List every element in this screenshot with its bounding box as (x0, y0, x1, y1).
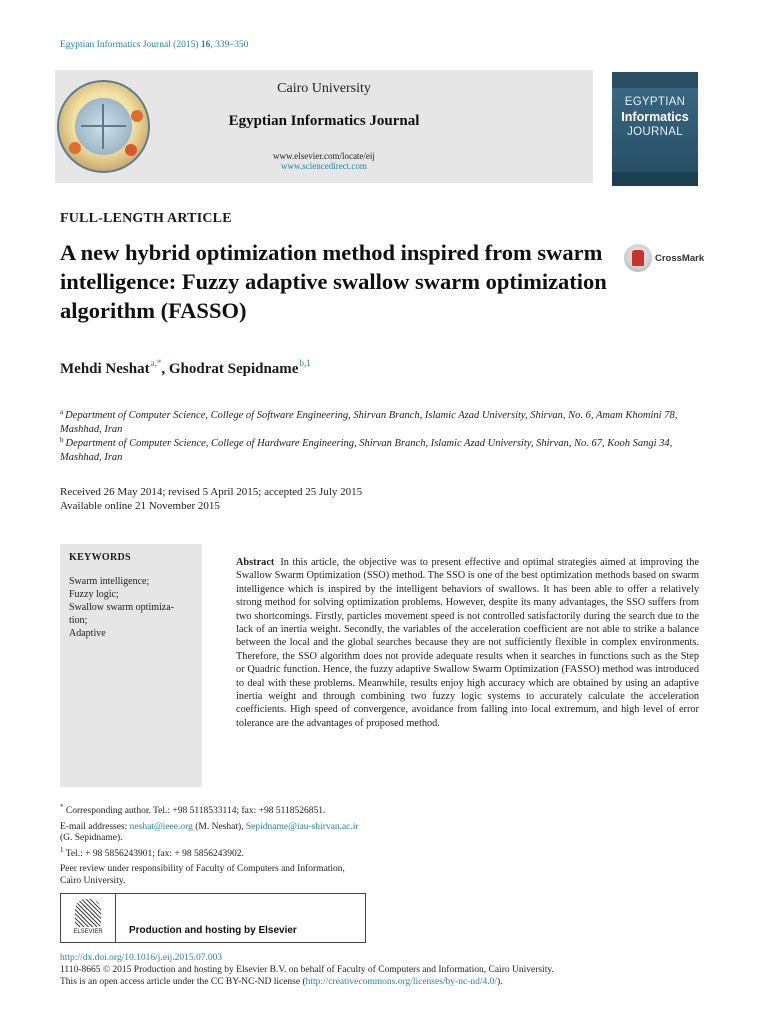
email-link[interactable]: neshat@ieee.org (129, 821, 193, 832)
cover-line-2: Informatics (621, 110, 689, 124)
footnote-text: Tel.: + 98 5856243901; fax: + 98 5856243902. (63, 848, 244, 859)
email-owner: (M. Neshat), (192, 821, 246, 832)
journal-url-link[interactable]: www.elsevier.com/locate/eij (273, 151, 375, 161)
corresponding-author-note (60, 802, 366, 818)
journal-cover-image (612, 72, 698, 186)
sciencedirect-link[interactable]: www.sciencedirect.com (281, 161, 367, 171)
keywords-box (60, 544, 202, 787)
abstract (236, 556, 699, 730)
author-affil-link[interactable]: b,1 (299, 358, 311, 368)
peer-review-note: Peer review under responsibility of Faculty of Computers and Information, Cairo University. (60, 864, 345, 886)
license-line (60, 976, 710, 988)
hosting-text: Production and hosting by Elsevier (129, 925, 297, 936)
article-title: A new hybrid optimization method inspired from swarm intelligence: Fuzzy adaptive swallow swarm optimization algorithm (FASSO) (60, 240, 607, 323)
keyword-item: Swarm intelligence; (69, 576, 150, 587)
doi-link[interactable]: http://dx.doi.org/10.1016/j.eij.2015.07.003 (60, 953, 223, 963)
article-dates (60, 485, 362, 513)
keyword-item: Fuzzy logic; (69, 589, 119, 600)
email-label: E-mail addresses: (60, 821, 130, 832)
article-type: FULL-LENGTH ARTICLE (60, 211, 232, 226)
crossmark-icon (624, 244, 652, 272)
affiliation-text: Department of Computer Science, College of Software Engineering, Shirvan Branch, Islamic Azad University, Shirvan, No. 6, Amam Khomini 78, Mashhad, Iran (60, 410, 678, 435)
elsevier-logo-icon (67, 899, 109, 937)
journal-title: Egyptian Informatics Journal (228, 113, 420, 129)
email-note (60, 822, 366, 861)
affiliation-b (60, 433, 710, 465)
journal-reference[interactable] (60, 40, 248, 50)
footnote-text: Corresponding author. Tel.: +98 5118533114; fax: +98 5118526851. (63, 806, 326, 816)
online-date: Available online 21 November 2015 (60, 500, 220, 512)
affiliation-mark: a (60, 408, 64, 416)
license-link[interactable]: http://creativecommons.org/licenses/by-nc-nd/4.0/ (305, 977, 497, 987)
email-link[interactable]: Sepidname@iau-shirvan.ac.ir (245, 821, 359, 832)
license-prefix: This is an open access article under the CC BY-NC-ND license ( (60, 977, 306, 987)
author-affil-link[interactable]: a,* (150, 358, 162, 368)
bottom-info (60, 952, 710, 988)
affiliation-mark: b (60, 436, 64, 444)
footnotes (60, 802, 366, 892)
license-suffix: ). (497, 977, 503, 987)
affiliation-text: Department of Computer Science, College of Hardware Engineering, Shirvan Branch, Islamic Azad University, Shirvan, No. 67, Kooh Sangi 34, Mashhad, Iran (60, 438, 673, 463)
author-name: Ghodrat Sepidname (168, 361, 299, 377)
keywords-heading: KEYWORDS (69, 552, 131, 563)
author-list (60, 358, 311, 378)
journal-ref-pages: , 339–350 (210, 40, 249, 50)
crossmark-button[interactable] (624, 244, 704, 272)
abstract-label: Abstract (236, 557, 275, 568)
journal-ref-text: Egyptian Informatics Journal (2015) (60, 40, 199, 50)
keyword-item: tion; (69, 615, 88, 626)
abstract-text: In this article, the objective was to present effective and optimal strategies aimed at improving the Swallow Swarm Optimization (SSO) method. The SSO is one of the best optimization methods based on swarm intelligence which is inspired by the intelligent behaviors of swallows. It has been able to offer a relatively strong method for solving optimization problems. However, despite its many advantages, the SSO suffers from two shortcomings. Firstly, particles movement speed is not controlled satisfactorily during the search due to the lack of an inertia weight. Secondly, the variables of the acceleration coefficient are not able to strike a balance between the local and the global searches because they are not sufficiently flexible in complex environments. Therefore, the SSO algorithm does not provide adequate results when it searches in functions such as the Step or Quadric function. Hence, the fuzzy adaptive Swallow Swarm Optimization (FASSO) method was introduced to deal with these problems. Meanwhile, results enjoy high accuracy which are obtained by using an adaptive inertia weight and through combining two fuzzy logic systems to accurately calculate the acceleration coefficients. High speed of convergence, avoidance from falling into local extremum, and high level of error tolerance are the advantages of proposed method. (236, 557, 699, 729)
received-dates: Received 26 May 2014; revised 5 April 2015; accepted 25 July 2015 (60, 486, 363, 498)
keyword-item: Adaptive (69, 628, 106, 639)
journal-masthead (55, 70, 593, 183)
author-separator: , (161, 361, 169, 377)
cover-line-3: JOURNAL (627, 126, 683, 138)
university-name: Cairo University (277, 81, 371, 96)
copyright-text: 1110-8665 © 2015 Production and hosting by Elsevier B.V. on behalf of Faculty of Computers and Information, Cairo University. (60, 965, 554, 975)
journal-ref-volume: 16 (200, 40, 211, 50)
cover-line-1: EGYPTIAN (624, 96, 686, 108)
footnote-mark: * (60, 803, 64, 811)
email-owner: (G. Sepidname). (60, 833, 123, 844)
elsevier-hosting-box (60, 893, 366, 943)
crossmark-label: CrossMark (655, 253, 705, 264)
elsevier-logo-text: ELSEVIER (73, 929, 103, 935)
author-name: Mehdi Neshat (60, 361, 150, 377)
footnote-mark: 1 (60, 845, 64, 854)
keyword-item: Swallow swarm optimiza- (69, 602, 174, 613)
